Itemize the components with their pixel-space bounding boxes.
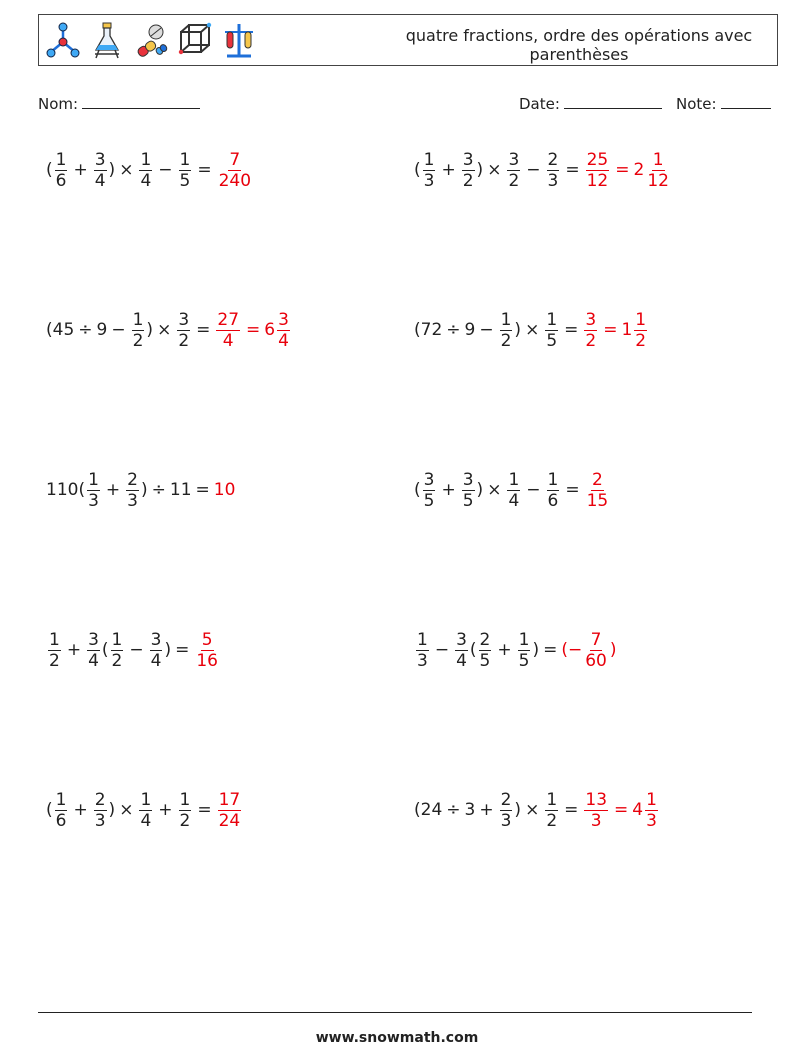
term: ( [46,800,53,820]
fraction [586,150,610,191]
fraction [545,790,558,831]
denominator: 12 [647,170,669,191]
operator: × [119,160,134,180]
denominator: 5 [546,330,558,351]
operator: + [105,480,121,500]
problem-3 [46,305,292,355]
footer-url: www.snowmath.com [315,1030,479,1046]
fraction [87,630,100,671]
worksheet-title: quatre fractions, ordre des opérations avec parenthèses [405,26,753,64]
denominator: 15 [586,490,609,511]
denominator: 4 [150,650,162,671]
fraction [646,150,670,191]
numerator: 1 [508,469,520,490]
operator: + [73,800,88,820]
numerator: 1 [140,789,152,810]
numerator: 1 [423,149,435,170]
footer-divider [38,1012,752,1013]
operator: = [615,160,630,180]
answer [584,150,672,191]
denominator: 16 [196,650,218,671]
fraction [277,310,290,351]
fraction [55,150,68,191]
denominator: 2 [111,650,123,671]
term: (− [561,640,583,660]
operator: ÷ [446,320,461,340]
denominator: 3 [94,810,106,831]
problem-9 [46,785,243,835]
denominator: 2 [508,170,520,191]
note-field [676,94,771,113]
term: ) [609,640,617,660]
denominator: 6 [547,490,559,511]
numerator: 1 [635,309,647,330]
numerator: 1 [500,309,512,330]
denominator: 3 [590,810,602,831]
term: ) [514,800,522,820]
term: ( [414,480,421,500]
answer [582,310,649,351]
fraction [634,310,647,351]
answer [584,470,612,511]
numerator: 1 [132,309,144,330]
numerator: 1 [179,149,191,170]
denominator: 4 [278,330,289,351]
fraction [518,630,531,671]
numerator: 1 [652,149,664,170]
numerator: 3 [278,309,289,330]
denominator: 5 [423,490,435,511]
answer [193,630,221,671]
denominator: 6 [55,170,67,191]
denominator: 2 [132,330,144,351]
operator: = [175,640,190,660]
numerator: 1 [417,629,428,650]
denominator: 2 [635,330,647,351]
fraction [584,310,597,351]
molecule-icon [45,20,81,60]
fraction [139,790,152,831]
operator: + [497,640,512,660]
numerator: 3 [94,149,106,170]
term: ( [469,640,477,660]
operator: + [441,480,456,500]
numerator: 7 [590,629,602,650]
numerator: 2 [592,469,603,490]
fraction [423,470,436,511]
numerator: 1 [179,789,191,810]
fraction [462,470,475,511]
problem-7 [46,625,221,675]
denominator: 4 [222,330,234,351]
term: ) [164,640,172,660]
denominator: 4 [140,810,152,831]
operator: + [479,800,494,820]
numerator: 25 [586,149,609,170]
fraction [547,470,560,511]
operator: + [66,640,82,660]
problem-6 [414,465,611,515]
denominator: 2 [546,810,558,831]
denominator: 2 [49,650,60,671]
denominator: 4 [94,170,106,191]
fraction [507,150,520,191]
fraction [645,790,658,831]
note-blank [721,94,771,109]
denominator: 2 [178,330,190,351]
date-field [519,94,662,113]
term: ( [101,640,109,660]
operator: − [111,320,126,340]
denominator: 3 [127,490,138,511]
name-field [38,94,200,113]
term: ) [108,800,116,820]
numerator: 2 [547,149,559,170]
fraction [87,470,100,511]
denominator: 3 [88,490,99,511]
term: 2 [633,160,645,180]
operator: = [565,480,580,500]
operator: − [434,640,450,660]
denominator: 240 [218,170,252,191]
operator: = [564,320,579,340]
numerator: 3 [178,309,190,330]
term: 6 [264,320,276,340]
note-label: Note: [676,95,717,113]
numerator: 1 [140,149,152,170]
operator: − [526,160,541,180]
numerator: 2 [500,789,512,810]
term: ( [414,160,421,180]
fraction [500,310,513,351]
numerator: 3 [150,629,162,650]
operator: × [119,800,134,820]
term: ) [476,480,484,500]
fraction [547,150,560,191]
numerator: 1 [546,789,558,810]
operator: = [246,320,261,340]
term: ) [141,480,148,500]
denominator: 4 [88,650,99,671]
pills-icon [133,20,169,60]
numerator: 7 [229,149,241,170]
numerator: 3 [462,149,474,170]
fraction [586,470,610,511]
denominator: 4 [456,650,467,671]
fraction [455,630,468,671]
numerator: 3 [585,309,597,330]
date-blank [564,94,662,109]
name-label: Nom: [38,95,79,113]
denominator: 3 [500,810,512,831]
fraction [177,310,190,351]
numerator: 2 [479,629,491,650]
operator: − [158,160,173,180]
denominator: 5 [479,650,491,671]
fraction [132,310,145,351]
fraction [55,790,68,831]
operator: ÷ [151,480,166,500]
term: 9 [96,320,108,340]
term: ( [46,160,53,180]
numerator: 13 [585,789,608,810]
term: ) [514,320,522,340]
denominator: 3 [417,650,428,671]
denominator: 2 [462,170,474,191]
fraction [500,790,513,831]
denominator: 6 [55,810,67,831]
operator: × [487,160,502,180]
term: (24 [414,800,443,820]
term: 4 [632,800,644,820]
operator: × [157,320,172,340]
term: (45 [46,320,75,340]
fraction [94,150,107,191]
fraction [218,150,252,191]
fraction [126,470,139,511]
flask-icon [89,20,125,60]
denominator: 5 [518,650,530,671]
operator: = [603,320,618,340]
denominator: 3 [423,170,435,191]
operator: = [614,800,629,820]
numerator: 2 [94,789,106,810]
operator: × [525,320,540,340]
fraction [179,150,192,191]
fraction [195,630,219,671]
numerator: 1 [55,149,67,170]
operator: = [565,160,580,180]
denominator: 2 [585,330,597,351]
problem-1 [46,145,254,195]
operator: = [197,800,212,820]
denominator: 2 [500,330,512,351]
term: (72 [414,320,443,340]
numerator: 1 [547,469,559,490]
fraction [507,470,520,511]
operator: + [441,160,456,180]
numerator: 2 [127,469,138,490]
operator: = [196,320,211,340]
term: 10 [213,480,236,500]
numerator: 3 [423,469,435,490]
fraction [150,630,163,671]
fraction [462,150,475,191]
fraction [139,150,152,191]
numerator: 3 [462,469,474,490]
header-icons [45,20,257,60]
numerator: 3 [508,149,520,170]
denominator: 60 [585,650,607,671]
numerator: 3 [456,629,467,650]
term: 110( [46,480,86,500]
fraction [179,790,192,831]
operator: × [487,480,502,500]
denominator: 12 [586,170,609,191]
term: ) [108,160,116,180]
numerator: 1 [88,469,99,490]
fraction [423,150,436,191]
operator: − [526,480,541,500]
answer [561,630,616,671]
numerator: 1 [518,629,530,650]
answer [214,310,292,351]
fraction [416,630,429,671]
problem-8 [414,625,617,675]
operator: + [73,160,88,180]
cube-icon [177,20,213,60]
term: ) [146,320,154,340]
answer [582,790,660,831]
date-label: Date: [519,95,560,113]
operator: = [197,160,212,180]
fraction [584,790,608,831]
term: ) [476,160,484,180]
fraction [479,630,492,671]
operator: = [543,640,558,660]
operator: − [479,320,494,340]
numerator: 1 [55,789,67,810]
operator: + [158,800,173,820]
denominator: 24 [218,810,241,831]
numerator: 5 [201,629,213,650]
name-blank [82,94,200,109]
denominator: 4 [508,490,520,511]
test-tubes-icon [221,20,257,60]
denominator: 5 [179,170,191,191]
numerator: 1 [646,789,657,810]
term: 3 [464,800,476,820]
problem-2 [414,145,672,195]
term: 11 [169,480,192,500]
operator: = [564,800,579,820]
problem-5 [46,465,235,515]
denominator: 3 [547,170,559,191]
answer [214,480,236,500]
denominator: 5 [462,490,474,511]
numerator: 1 [49,629,60,650]
fraction [111,630,124,671]
operator: × [525,800,540,820]
answer [216,790,244,831]
answer [216,150,254,191]
denominator: 3 [646,810,657,831]
fraction [545,310,558,351]
fraction [94,790,107,831]
term: 1 [621,320,633,340]
denominator: 2 [179,810,191,831]
fraction [584,630,608,671]
numerator: 1 [546,309,558,330]
problem-4 [414,305,649,355]
operator: = [195,480,210,500]
operator: ÷ [446,800,461,820]
fraction [218,790,242,831]
numerator: 1 [111,629,123,650]
numerator: 27 [217,309,240,330]
term: 9 [464,320,476,340]
problem-10 [414,785,660,835]
worksheet-header [38,14,778,66]
numerator: 17 [218,789,241,810]
term: ) [532,640,540,660]
operator: ÷ [78,320,93,340]
numerator: 3 [88,629,99,650]
fraction [48,630,61,671]
operator: − [129,640,144,660]
fraction [216,310,240,351]
denominator: 4 [140,170,152,191]
